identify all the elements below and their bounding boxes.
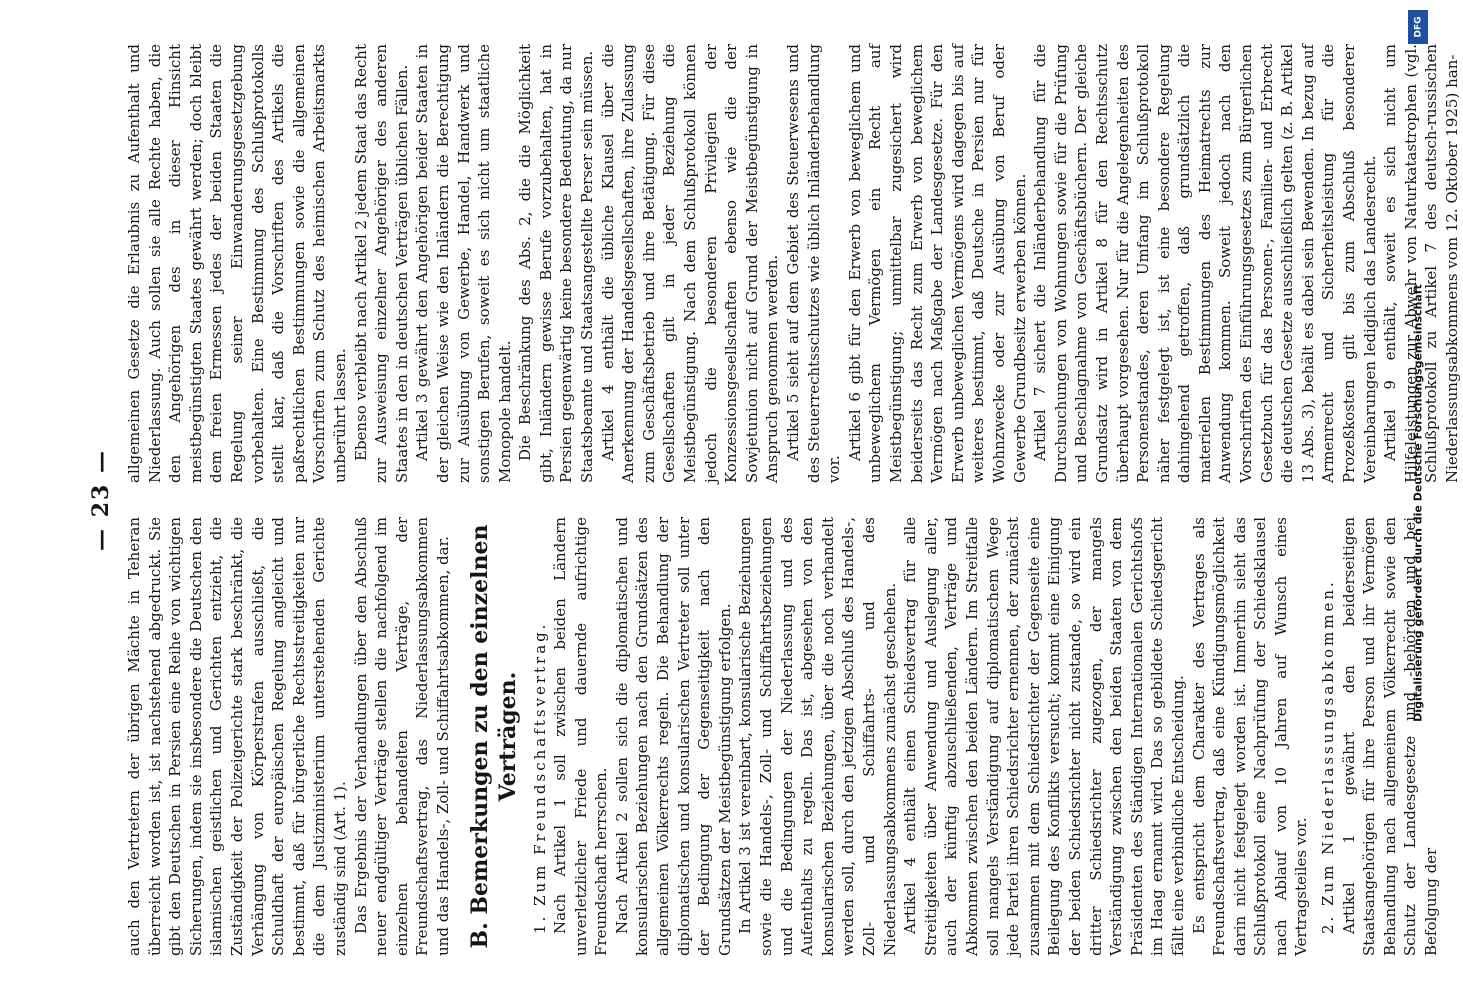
- paragraph: Artikel 1 gewährt den beiderseitigen Staatsangehörigen für ihre Person und ihr Vermögen Behandlung nach allgemeinem Völkerrecht sowie den Schutz der Landesgesetze und -behörden und bei Befolgung der: [1339, 517, 1441, 956]
- paragraph: Es entspricht dem Charakter des Vertrages als Freundschaftsvertrag, daß eine Kündigungsmöglichkeit darin nicht festgelegt worden ist. Immerhin sieht das Schlußprotokoll eine Nachprüfung der Schiedsklausel nach Ablauf von 10 Jahren auf Wunsch eines Vertragsteiles vor.: [1189, 517, 1311, 956]
- paragraph: Ebenso verbleibt nach Artikel 2 jedem Staat das Recht zur Ausweisung einzelner Angehöriger des anderen Staates in den in deutschen Verträgen üblichen Fällen.: [351, 44, 411, 483]
- digitization-credit-text: Digitalisierung gefördert durch die Deutsche Forschungsgemeinschaft: [1411, 284, 1425, 722]
- right-column: [124, 44, 1463, 483]
- dfg-logo-icon: DFG: [1408, 10, 1428, 44]
- paragraph: Artikel 4 enthält die übliche Klausel über die Anerkennung der Handelsgesellschaften, ihre Zulassung zum Geschäftsbetrieb und ihre Betätigung. Für diese Gesellschaften gilt in jeder Beziehung die Meistbegünstigung. Nach dem Schlußprotokoll können jedoch die besonderen Privilegien der Konzessionsgesellschaften ebenso wie die der Sowjetunion nicht auf Grund der Meistbegünstigung in Anspruch genommen werden.: [598, 44, 782, 483]
- paragraph: Die Beschränkung des Abs. 2, die die Möglichkeit gibt, Inländern gewisse Berufe vorzubehalten, hat in Persien gegenwärtig keine besondere Bedeutung, da nur Staatsbeamte und Staatsangestellte Perser sein müssen.: [516, 44, 597, 483]
- paragraph: Artikel 6 gibt für den Erwerb von beweglichem und unbeweglichem Vermögen ein Recht auf Meistbegünstigung; unmittelbar zugesichert wird beiderseits das Recht zum Erwerb von beweglichem Vermögen nach Maßgabe der Landesgesetze. Für den Erwerb unbeweglichen Vermögens wird dagegen bis auf weiteres bestimmt, daß Deutsche in Persien nur für Wohnzwecke oder zur Ausübung von Beruf oder Gewerbe Grundbesitz erwerben können.: [845, 44, 1029, 483]
- section-heading: B. Bemerkungen zu den einzelnen Verträgen.: [466, 524, 521, 949]
- subsection-heading: 2. Zum Niederlassungsabkommen.: [1319, 579, 1338, 934]
- paragraph: Artikel 7 sichert die Inländerbehandlung für die Durchsuchungen von Wohnungen sowie für die Prüfung und Beschlagnahme von Geschäftsbüchern. Der gleiche Grundsatz wird in Artikel 8 für den Rechtsschutz überhaupt vorgesehen. Nur für die Angelegenheiten des Personenstandes, deren Umfang im Schlußprotokoll näher festgelegt ist, ist eine besondere Regelung dahingehend getroffen, daß grundsätzlich die materiellen Bestimmungen des Heimatrechts zur Anwendung kommen. Soweit jedoch nach den Vorschriften des Einführungsgesetzes zum Bürgerlichen Gesetzbuch für das Personen-, Familien- und Erbrecht die deutschen Gesetze ausschließlich gelten (z. B. Artikel 13 Abs. 3), behält es dabei sein Bewenden. In bezug auf Armenrecht und Sicherheitsleistung für die Prozeßkosten gilt bis zum Abschluß besonderer Vereinbarungen lediglich das Landesrecht.: [1031, 44, 1379, 483]
- paragraph: Artikel 5 sieht auf dem Gebiet des Steuerwesens und des Steuerrechtsschutzes wie üblich Inländerbehandlung vor.: [784, 44, 844, 483]
- paragraph: Das Ergebnis der Verhandlungen über den Abschluß neuer endgültiger Verträge stellen die nachfolgend im einzelnen behandelten Verträge, der Freundschaftsvertrag, das Niederlassungsabkommen und das Handels-, Zoll- und Schiffahrtsabkommen, dar.: [351, 517, 452, 956]
- paragraph: allgemeinen Gesetze die Erlaubnis zu Aufenthalt und Niederlassung. Auch sollen sie alle Rechte haben, die den Angehörigen des in dieser Hinsicht meistbegünstigten Staates gewährt werden; doch bleibt dem freien Ermessen jedes der beiden Staaten die Regelung seiner Einwanderungsgesetzgebung vorbehalten. Eine Bestimmung des Schlußprotokolls stellt klar, daß die Vorschriften des Artikels die paßrechtlichen Bestimmungen sowie die allgemeinen Vorschriften zum Schutz des heimischen Arbeitsmarkts unberührt lassen.: [125, 44, 349, 483]
- paragraph: auch den Vertretern der übrigen Mächte in Teheran überreicht worden ist, ist nachstehend abgedruckt. Sie gibt den Deutschen in Persien eine Reihe von wichtigen Sicherungen, indem sie insbesondere die Deutschen den islamischen geistlichen und Gerichten entzieht, die Zuständigkeit der Polizeigerichte stark beschränkt, die Verhängung von Körperstrafen ausschließt, die Schuldhaft der europäischen Regelung angleicht und bestimmt, daß für bürgerliche Rechtsstreitigkeiten nur die dem Justizministerium unterstehenden Gerichte zuständig sind (Art. 1).: [125, 517, 349, 956]
- digitization-credit: [1406, 8, 1430, 998]
- subsection-heading: 1. Zum Freundschaftsvertrag.: [530, 621, 549, 934]
- paragraph: In Artikel 3 ist vereinbart, konsularische Beziehungen sowie die Handels-, Zoll- und Schiffahrtsbeziehungen und die Bedingungen der Niederlassung und des Aufenthalts zu regeln. Das ist, abgesehen von den konsularischen Beziehungen, über die noch verhandelt werden soll, durch den jetzigen Abschluß des Handels-, Zoll- und Schiffahrts- und des Niederlassungsabkommens zunächst geschehen.: [736, 517, 899, 956]
- paragraph: Artikel 9 enthält, soweit es sich nicht um Hilfeleistungen zur Abwehr von Naturkatastrophen (vgl. Schlußprotokoll zu Artikel 7 des deutsch-russischen Niederlassungsabkommens vom 12. Oktober 1925) han-: [1381, 44, 1461, 483]
- paragraph: Nach Artikel 1 soll zwischen beiden Ländern unverletzlicher Friede und dauernde aufrichtige Freundschaft herrschen.: [551, 517, 611, 956]
- paragraph: Artikel 3 gewährt den Angehörigen beider Staaten in der gleichen Weise wie den Inländern die Berechtigung zur Ausübung von Gewerbe, Handel, Handwerk und sonstigen Berufen, soweit es sich nicht um staatliche Monopole handelt.: [413, 44, 514, 483]
- left-column: [124, 517, 1463, 956]
- paragraph: Nach Artikel 2 sollen sich die diplomatischen und konsularischen Beziehungen nach den Grundsätzen des allgemeinen Völkerrechts regeln. Die Behandlung der diplomatischen und konsularischen Vertreter soll unter der Bedingung der Gegenseitigkeit nach den Grundsätzen der Meistbegünstigung erfolgen.: [612, 517, 734, 956]
- page-number: — 23 —: [88, 449, 114, 551]
- text-columns: [124, 44, 1463, 956]
- paragraph: Artikel 4 enthält einen Schiedsvertrag für alle Streitigkeiten über Anwendung und Auslegung aller, auch der künftig abzuschließenden, Verträge und Abkommen zwischen den beiden Ländern. Im Streitfalle soll mangels Verständigung auf diplomatischem Wege jede Partei ihren Schiedsrichter ernennen, der zunächst zusammen mit dem Schiedsrichter der Gegenseite eine Beilegung des Konflikts versucht; kommt eine Einigung der beiden Schiedsrichter nicht zustande, so wird ein dritter Schiedsrichter zugezogen, der mangels Verständigung zwischen den beiden Staaten von dem Präsidenten des Ständigen Internationalen Gerichtshofs im Haag ernannt wird. Das so gebildete Schiedsgericht fällt eine verbindliche Entscheidung.: [901, 517, 1187, 956]
